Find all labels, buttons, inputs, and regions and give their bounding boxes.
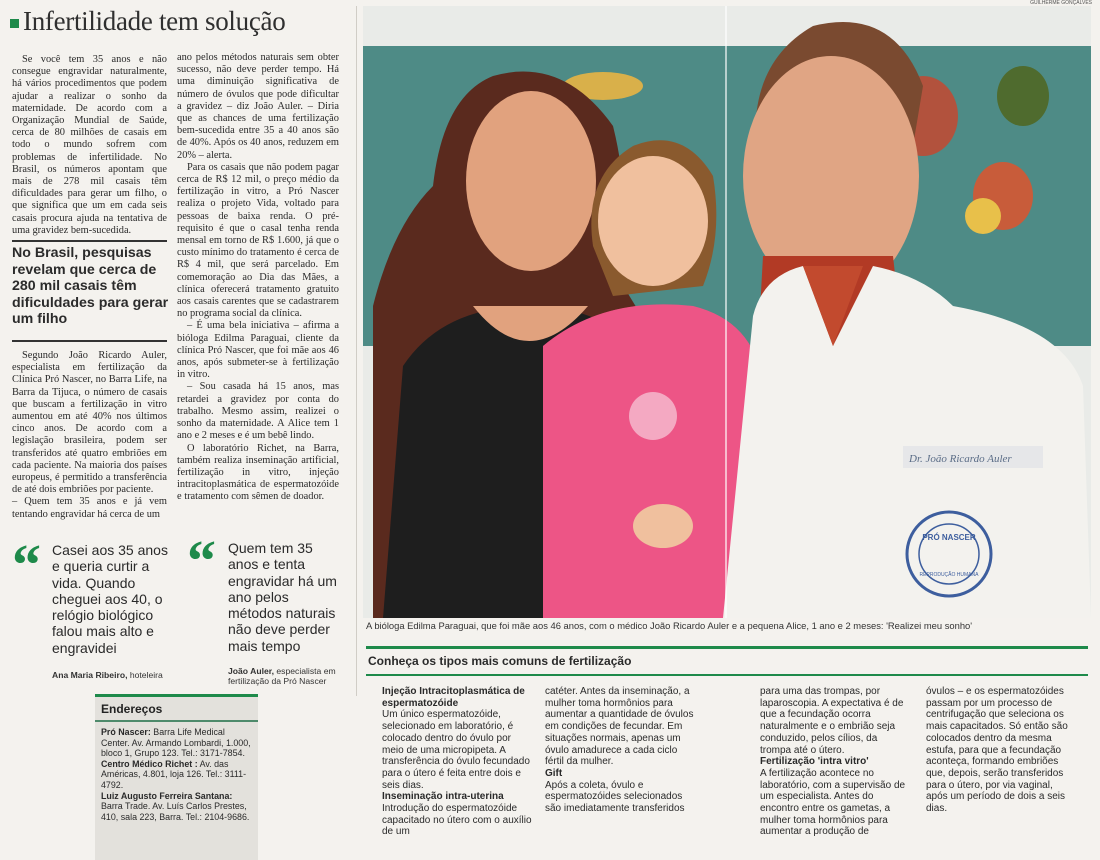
logo-subtext: REPRODUÇÃO HUMANA xyxy=(919,572,979,578)
address-text: Barra Trade. Av. Luís Carlos Prestes, 410, sala 223, Barra. Tel.: 2104-9686. xyxy=(101,801,250,822)
address-item xyxy=(101,759,252,791)
address-text: Barra Life Medical Center. Av. Armando Lombardi, 1.000, bloco 1, Grupo 123. Tel.: 3171-7854. xyxy=(101,727,251,759)
column-divider xyxy=(356,6,357,696)
article-column-1-top xyxy=(12,54,167,234)
box-heading: Injeção Intracitoplasmática de espermatozóide xyxy=(382,686,525,709)
box-text: Após a coleta, óvulo e espermatozóides selecionados são imediatamente transferidos xyxy=(545,779,685,815)
box-column-3 xyxy=(760,686,910,856)
box-text: para uma das trompas, por laparoscopia. A expectativa é de que a fecundação ocorra naturalmente e o embrião seja conduzido, pelos cílios, da trompa até o útero. xyxy=(760,686,904,756)
box-heading: Fertilização 'intra vitro' xyxy=(760,756,869,768)
addresses-box xyxy=(95,694,258,860)
attrib-role: especialista em fertilização da Pró Nascer xyxy=(228,666,336,687)
photo-illustration xyxy=(363,6,1091,618)
quote-1: Casei aos 35 anos e queria curtir a vida. Quando cheguei aos 40, o relógio biológico falou mais alto e engravidei xyxy=(52,542,168,656)
address-name: Pró Nascer: xyxy=(101,727,151,737)
pullquote: No Brasil, pesquisas revelam que cerca de 280 mil casais têm dificuldades para gerar um filho xyxy=(12,245,169,328)
quote-2: Quem tem 35 anos e tenta engravidar há um ano pelos métodos naturais não deve perder mais tempo xyxy=(228,540,337,654)
headline-text: Infertilidade tem solução xyxy=(23,6,286,36)
quote-2-attribution xyxy=(228,666,346,688)
address-name: Luiz Augusto Ferreira Santana: xyxy=(101,790,233,801)
photo-caption: A bióloga Edilma Paraguai, que foi mãe aos 46 anos, com o médico João Ricardo Auler e a pequena Alice, 1 ano e 2 meses: 'Realizei meu sonho' xyxy=(366,620,973,631)
address-item xyxy=(101,727,252,759)
box-text: catéter. Antes da inseminação, a mulher toma hormônios para aumentar a quantidade de óvulos em condições de fecundar. Em situações normais, apenas um óvulo amadurece a cada ciclo fértil da mulher. xyxy=(545,686,694,768)
headline-bullet-icon xyxy=(10,19,19,28)
photo-credit: GUILHERME GONÇALVES xyxy=(1030,0,1092,6)
paragraph: Se você tem 35 anos e não consegue engravidar naturalmente, há vários procedimentos que podem ajudar a realizar o sonho da maternidade. De acordo com a Organização Mundial de Saúde, cerca de 80 milhões de casais em todo o mundo sofrem com problemas de infertilidade. No Brasil, os números apontam que mais de 278 mil casais têm dificuldades para gerar um filho, o que significa que um em cada seis casais procura ajuda na tentativa de uma gravidez bem-sucedida. xyxy=(12,54,167,236)
box-top-rule xyxy=(366,646,1088,649)
box-column-4 xyxy=(926,686,1076,856)
attrib-role: hoteleira xyxy=(127,670,163,680)
quote-mark-icon: “ xyxy=(187,528,216,593)
box-text: Introdução do espermatozóide capacitado no útero com o auxílio de um xyxy=(382,803,532,838)
address-name: Centro Médico Richet : xyxy=(101,758,198,769)
box-text: A fertilização acontece no laboratório, com a supervisão de um especialista. Antes do encontro entre os gametas, a mulher toma hormônios para aumentar a produção de xyxy=(760,767,906,838)
addresses-title: Endereços xyxy=(95,697,258,722)
family-photo xyxy=(363,6,1091,618)
coat-embroidery: Dr. João Ricardo Auler xyxy=(909,453,1012,465)
address-text: Av. das Américas, 4.801, loja 126. Tel.: 3111-4792. xyxy=(101,758,247,790)
paragraph: Para os casais que não podem pagar cerca de R$ 12 mil, o preço médio da fertilização in vitro, a Pró Nascer realiza o projeto Vida, voltado para pessoas de baixa renda. O pré-requisito é que o casal tenha renda mensal em torno de R$ 1.600, já que o custo mínimo do tratamento é cerca de R$ 4 mil, que será parcelado. Em comemoração ao Dia das Mães, a clínica oferecerá tratamento gratuito aos casais carentes que se cadastrarem no programa social da clínica. xyxy=(177,161,339,320)
paragraph: O laboratório Richet, na Barra, também realiza inseminação artificial, fertilização in vitro, injeção intracitoplasmática de espermatozóide e tratamento com sêmen de doador. xyxy=(177,442,339,503)
box-heading: Gift xyxy=(545,767,563,779)
attrib-name: Ana Maria Ribeiro, xyxy=(52,670,128,680)
box-heading: Inseminação intra-uterina xyxy=(382,791,504,803)
pullquote-top-rule xyxy=(12,240,167,242)
address-item xyxy=(101,791,252,823)
box-title: Conheça os tipos mais comuns de fertilização xyxy=(368,654,632,668)
addresses-body xyxy=(95,722,258,827)
attrib-name: João Auler, xyxy=(228,666,275,676)
article-column-1-bottom xyxy=(12,350,167,530)
logo-text: PRÓ NASCER xyxy=(922,533,976,542)
quote-mark-icon: “ xyxy=(12,532,41,597)
paragraph: – Sou casada há 15 anos, mas retardei a gravidez por conta do trabalho. Mesmo assim, realizei o sonho da maternidade. A Alice tem 1 ano e 2 meses e é um bebê lindo. xyxy=(177,381,339,442)
headline xyxy=(10,6,355,40)
box-column-2 xyxy=(545,686,695,856)
box-title-rule xyxy=(366,674,1088,676)
paragraph: ano pelos métodos naturais sem obter sucesso, não deve perder tempo. Há uma diminuição significativa de número de óvulos que pode dificultar a gravidez – diz João Auler. – Diria que as chances de uma fertilização bem-sucedida entre 35 a 40 anos são de 40%. Após os 40 anos, reduzem em 20% – alerta. xyxy=(177,52,339,161)
box-column-1 xyxy=(382,686,532,856)
quote-1-attribution xyxy=(52,670,182,682)
article-column-2 xyxy=(177,52,339,527)
paragraph: Segundo João Ricardo Auler, especialista em fertilização da Clínica Pró Nascer, no Barra Life, na Barra da Tijuca, o número de casais que buscam a fertilização in vitro aumentou em até 40% nos últimos cinco anos. De acordo com a legislação brasileira, podem ser transferidos até quatro embriões em cada paciente. Na maioria dos países europeus, é permitido a transferência de até dois embriões por paciente. – Quem tem 35 anos e já vem tentando engravidar há cerca de um xyxy=(12,350,167,520)
pullquote-bottom-rule xyxy=(12,340,167,342)
box-text: Um único espermatozóide, selecionado em laboratório, é colocado dentro do óvulo por meio de uma micropipeta. A transferência do óvulo fecundado para o útero é feita entre dois e seis dias. xyxy=(382,709,530,791)
box-text: óvulos – e os espermatozóides passam por um processo de centrifugação que seleciona os mais capacitados. Só então são colocados dentro da mesma estufa, para que a fecundação aconteça, formando embriões que, depois, serão transferidos para o útero, por via vaginal, após um período de dois a seis dias. xyxy=(926,686,1068,815)
paragraph: – É uma bela iniciativa – afirma a bióloga Edilma Paraguai, cliente da clínica Pró Nascer, que foi mãe aos 46 anos, após submeter-se à fertilização in vitro. xyxy=(177,320,339,381)
